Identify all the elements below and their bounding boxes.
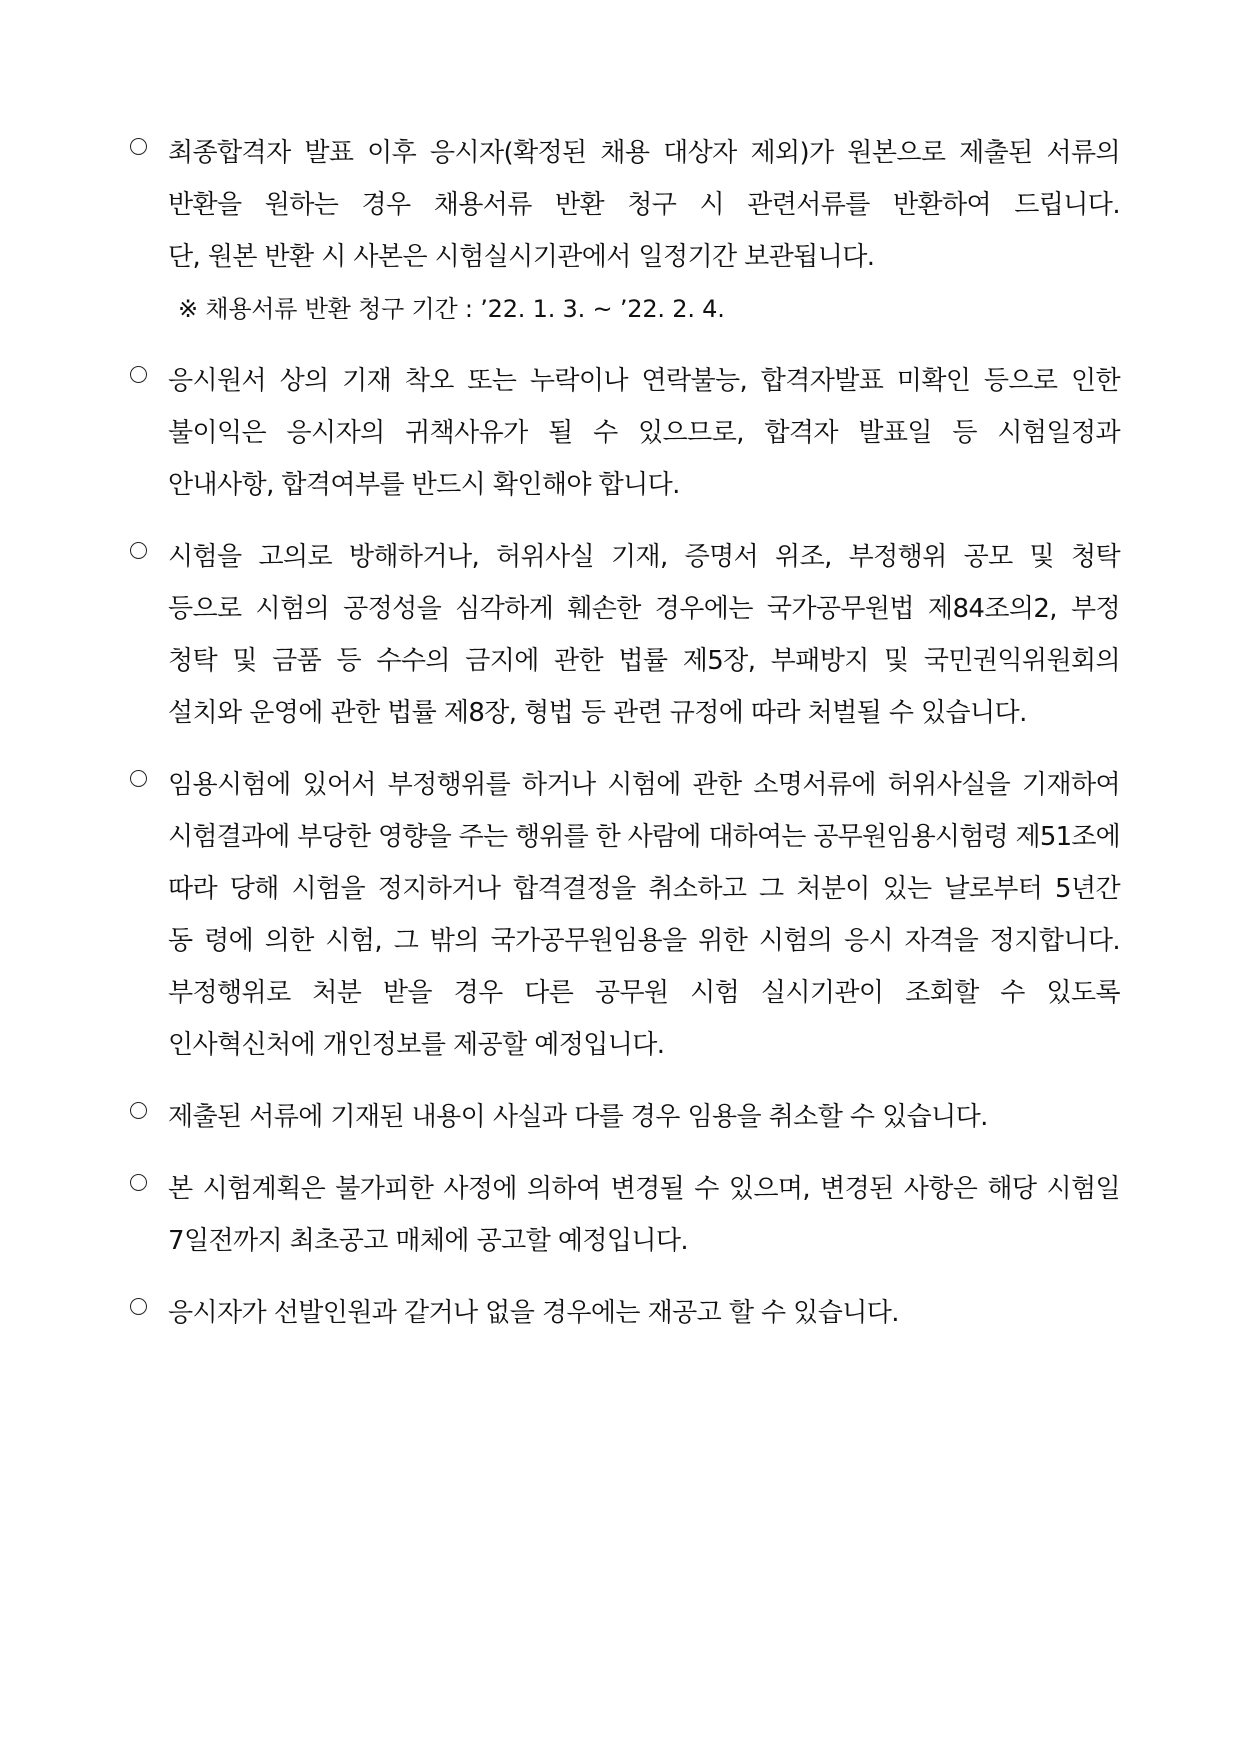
notice-line: 7일전까지 최초공고 매체에 공고할 예정입니다. — [168, 1226, 689, 1256]
notice-line: 응시원서 상의 기재 착오 또는 누락이나 연락불능, 합격자발표 미확인 등으로 인한 — [168, 366, 1120, 396]
notice-line: 응시자가 선발인원과 같거나 없을 경우에는 재공고 할 수 있습니다. — [168, 1298, 899, 1328]
notice-line: 안내사항, 합격여부를 반드시 확인해야 합니다. — [168, 470, 680, 500]
notice-line: 등으로 시험의 공정성을 심각하게 훼손한 경우에는 국가공무원법 제84조의2, 부정 — [168, 594, 1120, 624]
notice-line: 반환을 원하는 경우 채용서류 반환 청구 시 관련서류를 반환하여 드립니다. — [168, 190, 1120, 220]
notice-item — [130, 531, 1120, 739]
notice-note: ※ 채용서류 반환 청구 기간 : ’22. 1. 3. ~ ’22. 2. 4. — [178, 295, 725, 323]
circle-bullet-icon — [130, 1102, 147, 1119]
notice-item — [130, 1091, 1120, 1143]
notice-line: 시험결과에 부당한 영향을 주는 행위를 한 사람에 대하여는 공무원임용시험령 제51조에 — [168, 822, 1120, 852]
circle-bullet-icon — [130, 1174, 147, 1191]
notice-line: 동 령에 의한 시험, 그 밖의 국가공무원임용을 위한 시험의 응시 자격을 정지합니다. — [168, 926, 1120, 956]
notice-line: 임용시험에 있어서 부정행위를 하거나 시험에 관한 소명서류에 허위사실을 기재하여 — [168, 770, 1120, 800]
notice-line: 인사혁신처에 개인정보를 제공할 예정입니다. — [168, 1030, 665, 1060]
notice-item — [130, 1163, 1120, 1267]
circle-bullet-icon — [130, 1298, 147, 1315]
notice-line: 최종합격자 발표 이후 응시자(확정된 채용 대상자 제외)가 원본으로 제출된 서류의 — [168, 138, 1120, 168]
notice-line: 따라 당해 시험을 정지하거나 합격결정을 취소하고 그 처분이 있는 날로부터 5년간 — [168, 874, 1120, 904]
notice-line: 부정행위로 처분 받을 경우 다른 공무원 시험 실시기관이 조회할 수 있도록 — [168, 978, 1120, 1008]
notice-item — [130, 127, 1120, 335]
circle-bullet-icon — [130, 542, 147, 559]
notice-line: 제출된 서류에 기재된 내용이 사실과 다를 경우 임용을 취소할 수 있습니다. — [168, 1102, 988, 1132]
circle-bullet-icon — [130, 366, 147, 383]
notice-line: 설치와 운영에 관한 법률 제8장, 형법 등 관련 규정에 따라 처벌될 수 있습니다. — [168, 698, 1027, 728]
notice-list — [130, 127, 1120, 1359]
notice-line: 불이익은 응시자의 귀책사유가 될 수 있으므로, 합격자 발표일 등 시험일정과 — [168, 418, 1120, 448]
notice-line: 본 시험계획은 불가피한 사정에 의하여 변경될 수 있으며, 변경된 사항은 해당 시험일 — [168, 1174, 1120, 1204]
notice-item — [130, 355, 1120, 511]
notice-line: 청탁 및 금품 등 수수의 금지에 관한 법률 제5장, 부패방지 및 국민권익위원회의 — [168, 646, 1120, 676]
circle-bullet-icon — [130, 770, 147, 787]
notice-item — [130, 1287, 1120, 1339]
notice-line: 시험을 고의로 방해하거나, 허위사실 기재, 증명서 위조, 부정행위 공모 및 청탁 — [168, 542, 1120, 572]
circle-bullet-icon — [130, 138, 147, 155]
notice-line: 단, 원본 반환 시 사본은 시험실시기관에서 일정기간 보관됩니다. — [168, 242, 875, 272]
notice-item — [130, 759, 1120, 1071]
